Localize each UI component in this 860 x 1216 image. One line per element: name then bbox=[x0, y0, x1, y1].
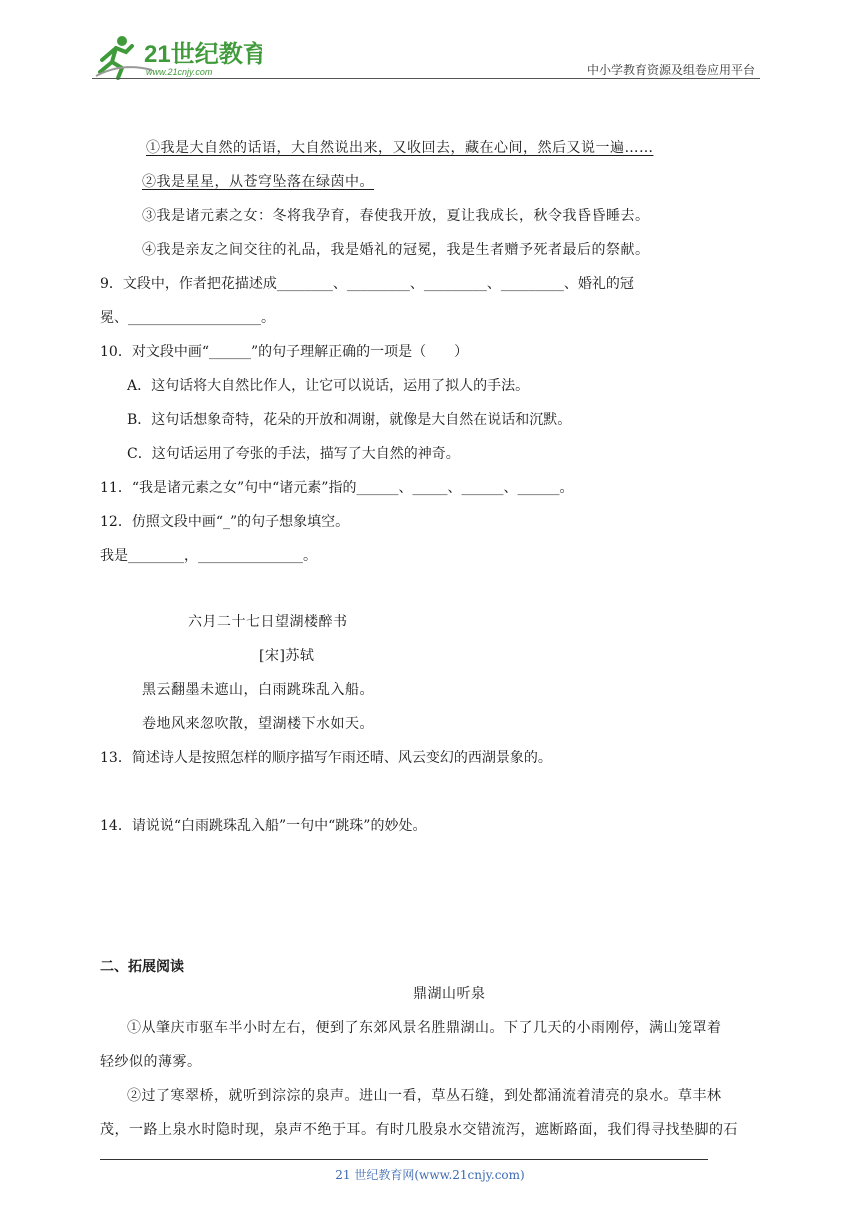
poem-line-2: 卷地风来忽吹散，望湖楼下水如天。 bbox=[142, 716, 374, 732]
section-2-heading: 二、拓展阅读 bbox=[100, 959, 184, 975]
article-para1-line1: ①从肇庆市驱车半小时左右，便到了东郊风景名胜鼎湖山。下了几天的小雨刚停，满山笼罩着 bbox=[127, 1020, 722, 1036]
question-14: 14．请说说“白雨跳珠乱入船”一句中“跳珠”的妙处。 bbox=[100, 818, 427, 834]
header-divider bbox=[92, 78, 760, 79]
question-10-option-c: C．这句话运用了夸张的手法，描写了大自然的神奇。 bbox=[127, 446, 460, 462]
question-13: 13．简述诗人是按照怎样的顺序描写乍雨还晴、风云变幻的西湖景象的。 bbox=[100, 750, 552, 766]
question-12: 12．仿照文段中画“_”的句子想象填空。 bbox=[100, 514, 350, 530]
runner-logo-icon bbox=[92, 32, 262, 82]
passage-p3: ③我是诸元素之女：冬将我孕育，春使我开放，夏让我成长，秋令我昏昏睡去。 bbox=[142, 208, 650, 224]
passage-p4: ④我是亲友之间交往的礼品，我是婚礼的冠冕，我是生者赠予死者最后的祭献。 bbox=[142, 242, 650, 258]
logo-text: 21世纪教育 bbox=[144, 41, 262, 68]
passage-p2: ②我是星星，从苍穹坠落在绿茵中。 bbox=[142, 174, 374, 190]
article-title: 鼎湖山听泉 bbox=[413, 986, 486, 1002]
platform-name: 中小学教育资源及组卷应用平台 bbox=[586, 63, 755, 77]
question-9-line1: 9．文段中，作者把花描述成________、_________、_________、_________、婚礼的冠 bbox=[100, 276, 634, 292]
question-9-line2: 冕、___________________。 bbox=[100, 310, 275, 326]
question-10-option-a: A．这句话将大自然比作人，让它可以说话，运用了拟人的手法。 bbox=[127, 378, 530, 394]
question-10-option-b: B．这句话想象奇特，花朵的开放和凋谢，就像是大自然在说话和沉默。 bbox=[127, 412, 572, 428]
footer-link[interactable]: 21 世纪教育网(www.21cnjy.com) bbox=[335, 1168, 525, 1182]
poem-title: 六月二十七日望湖楼醉书 bbox=[188, 614, 348, 630]
passage-p1: ①我是大自然的话语，大自然说出来，又收回去，藏在心间，然后又说一遍…… bbox=[146, 140, 654, 156]
poem-author: [宋]苏轼 bbox=[259, 648, 315, 664]
article-para2-line1: ②过了寒翠桥，就听到淙淙的泉声。进山一看，草丛石缝，到处都涌流着清亮的泉水。草丰林 bbox=[127, 1088, 722, 1104]
article-para1-line2: 轻纱似的薄雾。 bbox=[100, 1054, 202, 1070]
question-12-blank: 我是________，_______________。 bbox=[100, 548, 317, 564]
poem-line-1: 黑云翻墨未遮山，白雨跳珠乱入船。 bbox=[142, 682, 374, 698]
footer-divider bbox=[100, 1159, 708, 1160]
question-11: 11．“我是诸元素之女”句中“诸元素”指的______、_____、______、______。 bbox=[100, 480, 574, 496]
question-10: 10．对文段中画“______”的句子理解正确的一项是（ ） bbox=[100, 344, 469, 360]
logo-url: www.21cnjy.com bbox=[146, 67, 213, 77]
site-logo bbox=[92, 32, 262, 82]
article-para2-line2: 茂，一路上泉水时隐时现，泉声不绝于耳。有时几股泉水交错流泻，遮断路面，我们得寻找垫脚的石 bbox=[100, 1122, 738, 1138]
